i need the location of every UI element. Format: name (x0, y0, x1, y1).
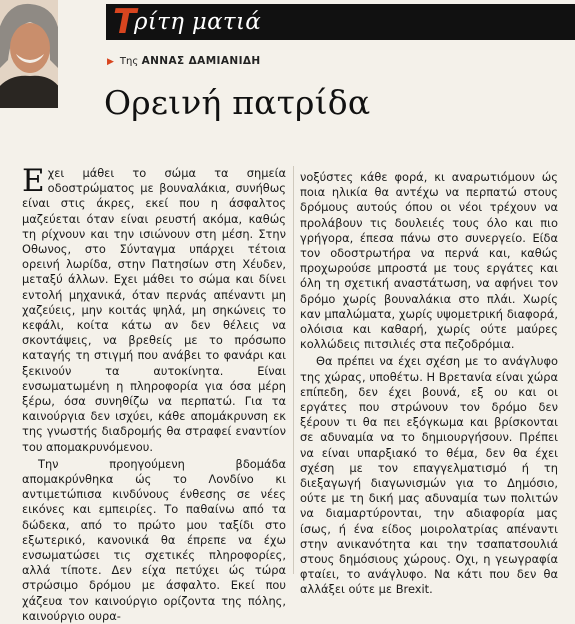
article-column-left (22, 163, 286, 624)
author-photo (0, 0, 58, 108)
paragraph: Θα πρέπει να έχει σχέση με το ανάγλυφο της χώρας, υποθέτω. Η Βρετανία είναι χώρα επίπεδη, δεν έχει βουνά, εξ ου και οι εργάτες που στρώνουν τον δρόμο δεν ξέρουν τι θα πει εξόγκωμα και βρίσκονται σε αδυναμία να το δημιουργήσουν. Πρέπει να είναι υπαρξιακό το θέμα, δεν θα έχει σχέση με τον επαγγελματισμό ή τη διεξαγωγή διαγωνισμών για το Δημόσιο, ούτε με τη δική μας αδυναμία των πολιτών να διαμαρτύρονται, την αδιαφορία μας ίσως, ή ένα είδος μοιρολατρίας απέναντι στην ανικανότητα και την τσαπατσουλιά στους δημόσιους χώρους. Οχι, η γεωγραφία φταίει, το ανάγλυφο. Να κάτι που δεν θα αλλάξει ούτε με Brexit. (300, 354, 558, 597)
banner-title: ρίτη ματιά (134, 9, 262, 35)
column-divider (293, 166, 294, 574)
byline-author: ΑΝΝΑΣ ΔΑΜΙΑΝΙΔΗ (141, 55, 261, 67)
drop-cap: Ε (22, 163, 45, 199)
headline: Ορεινή πατρίδα (104, 83, 371, 122)
triangle-right-icon: ▶ (107, 57, 114, 67)
byline (107, 55, 261, 67)
paragraph (22, 163, 286, 455)
paragraph: νοξύστες κάθε φορά, κι αναρωτιόμουν ώς ποια ηλικία θα αντέχω να περπατώ στους δρόμους αυτούς όπου οι νέοι τρέχουν να προλάβουν τις δουλειές τους όλο και πιο γρήγορα, έπεσα πάνω στο συνεργείο. Είδα τον οδοστρωτήρα να περνά και, καθώς προχωρούσε μπροστά με τους εργάτες και όλη τη σχετική αναστάτωση, να αφήνει τον δρόμο χωρίς βουναλάκια στο πλάι. Χωρίς καν μπαλώματα, χωρίς υψομετρική διαφορά, ολόισια και καθαρή, χωρίς ούτε μαύρες κολλώδεις πιτσιλιές στα πεζοδρόμια. (300, 170, 558, 352)
column-banner (106, 4, 575, 40)
byline-prefix: Της (119, 56, 139, 67)
article-column-right (300, 170, 558, 598)
paragraph: Την προηγούμενη βδομάδα απομακρύνθηκα ώς το Λονδίνο κι αντιμετώπισα κινδύνους ένθεσης σε νέες εικόνες και εμπειρίες. Το παθαίνω από τα δώδεκα, από το πρώτο μου ταξίδι στο εξωτερικό, κανονικά θα έπρεπε να έχω ενσωματώσει τις σχετικές πληροφορίες, αλλά τίποτε. Δεν είχα πετύχει ώς τώρα στρώσιμο δρόμου με άσφαλτο. Εκεί που χάζευα τον καινούργιο ορίζοντα της πόλης, καινούργιο ουρα- (22, 456, 286, 623)
author-portrait-image (0, 0, 58, 108)
banner-initial: Τ (113, 2, 137, 42)
paragraph-text: χει μάθει το σώμα τα σημεία οδοστρώματος με βουναλάκια, συνήθως είναι στις άκρες, εκεί που η άσφαλτος μαζεύεται όταν είναι ρευστή ακόμα, καθώς τη ρίχνουν και την ισιώνουν στη μέση. Στην Οθωνος, στο Σύνταγμα υπάρχει τέτοια ορεινή λωρίδα, στην Πατησίων στη Χέυδεν, μεταξύ άλλων. Εχει μάθει το σώμα και δίνει εντολή μηχανικά, όταν περνάς απέναντι μη χαζεύεις, μην κοιτάς ψηλά, μη σηκώνεις το κεφάλι, κοίτα κάτω αν δεν θέλεις να σκοντάψεις, να βρεθείς με το πρόσωπο καταγής τη στιγμή που ανάβει το φανάρι και ξεκινούν τα αυτοκίνητα. Είναι ενσωματωμένη η πληροφορία για όσα μέρη ξέρω, όσα συνηθίζω να περπατώ. Για τα καινούργια δεν ισχύει, κάθε απομάκρυνση εκ της γνωστής διαδρομής θα στραφεί εναντίον του απομακρυνόμενου. (22, 166, 286, 454)
